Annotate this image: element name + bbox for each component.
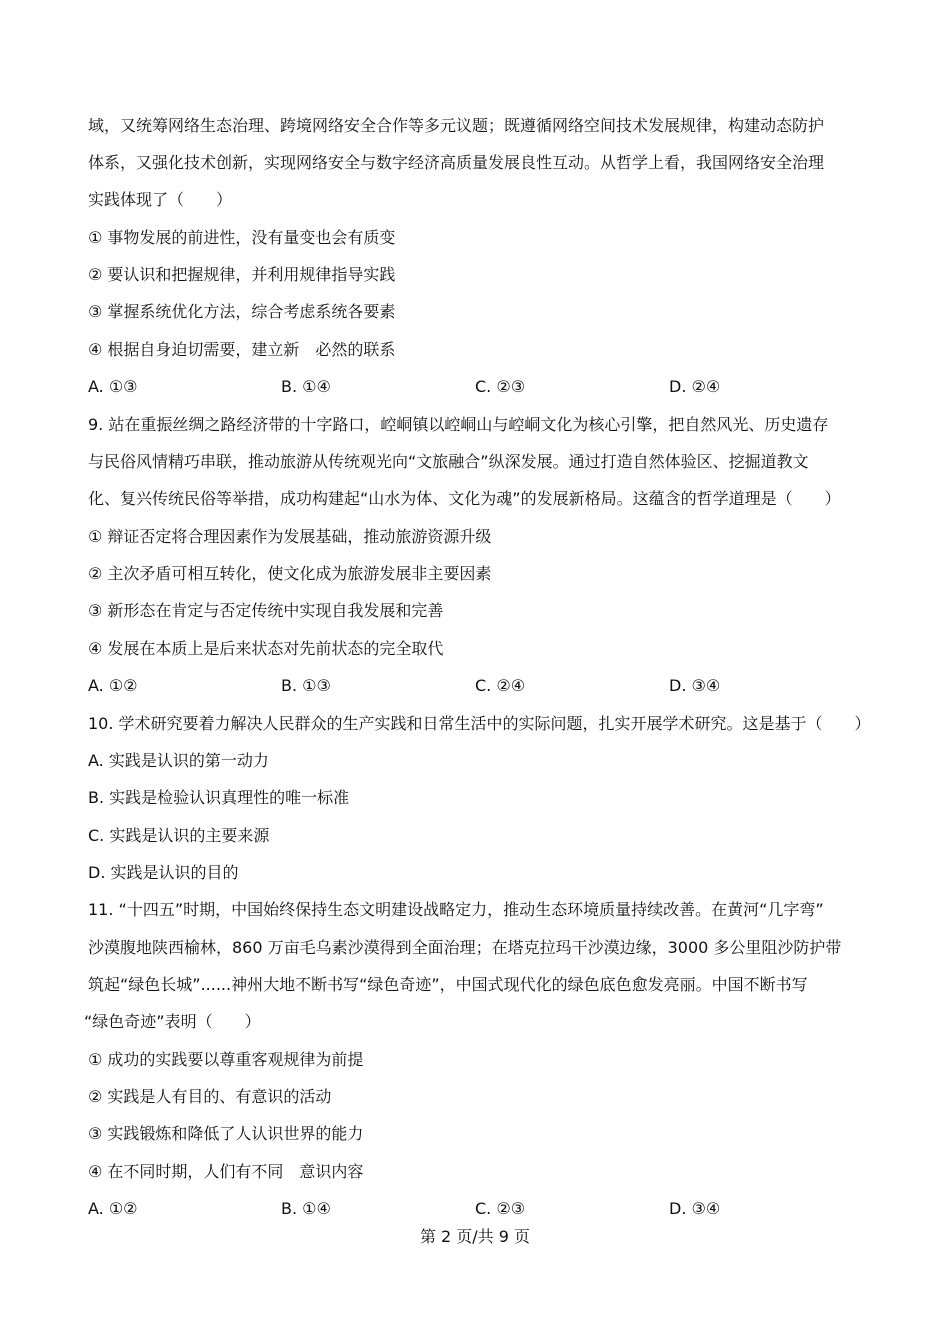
q11-option-a[interactable]: A. ①② [88,1199,138,1218]
q10-option-d[interactable]: D. 实践是认识的目的 [88,863,239,882]
q11-stem-line: 11. “十四五”时期，中国始终保持生态文明建设战略定力，推动生态环境质量持续改善。在黄河“几字弯” [88,900,824,919]
q11-item-4: ④ 在不同时期，人们有不同 意识内容 [88,1162,364,1181]
q8-option-d[interactable]: D. ②④ [669,377,721,396]
q9-item-3: ③ 新形态在肯定与否定传统中实现自我发展和完善 [88,601,444,620]
q10-option-c[interactable]: C. 实践是认识的主要来源 [88,826,270,845]
q11-item-1: ① 成功的实践要以尊重客观规律为前提 [88,1050,364,1069]
q8-item-4: ④ 根据自身迫切需要，建立新 必然的联系 [88,340,396,359]
q9-option-b[interactable]: B. ①③ [281,676,331,695]
q9-option-c[interactable]: C. ②④ [475,676,526,695]
q8-option-b[interactable]: B. ①④ [281,377,331,396]
q11-item-2: ② 实践是人有目的、有意识的活动 [88,1087,332,1106]
q11-stem-line: “绿色奇迹”表明（ ） [84,1012,261,1031]
q11-stem-line: 沙漠腹地陕西榆林，860 万亩毛乌素沙漠得到全面治理；在塔克拉玛干沙漠边缘，3000 多公里阻沙防护带 [88,938,842,957]
q8-stem-line: 域，又统筹网络生态治理、跨境网络安全合作等多元议题；既遵循网络空间技术发展规律，构建动态防护 [88,116,825,135]
q10-stem-line: 10. 学术研究要着力解决人民群众的生产实践和日常生活中的实际问题，扎实开展学术研究。这是基于（ ） [88,714,871,733]
q10-option-b[interactable]: B. 实践是检验认识真理性的唯一标准 [88,788,350,807]
q8-option-c[interactable]: C. ②③ [475,377,526,396]
q9-stem-line: 化、复兴传统民俗等举措，成功构建起“山水为体、文化为魂”的发展新格局。这蕴含的哲学道理是（ ） [88,489,841,508]
q11-item-3: ③ 实践锻炼和降低了人认识世界的能力 [88,1124,364,1143]
q11-option-b[interactable]: B. ①④ [281,1199,331,1218]
q9-stem-line: 与民俗风情精巧串联，推动旅游从传统观光向“文旅融合”纵深发展。通过打造自然体验区、挖掘道教文 [88,452,809,471]
q11-option-c[interactable]: C. ②③ [475,1199,526,1218]
q8-item-3: ③ 掌握系统优化方法，综合考虑系统各要素 [88,302,396,321]
q11-stem-line: 筑起“绿色长城”......神州大地不断书写“绿色奇迹”，中国式现代化的绿色底色愈发亮丽。中国不断书写 [88,975,808,994]
q11-option-d[interactable]: D. ③④ [669,1199,721,1218]
q9-item-1: ① 辩证否定将合理因素作为发展基础，推动旅游资源升级 [88,527,492,546]
q9-option-a[interactable]: A. ①② [88,676,138,695]
q8-stem-line: 实践体现了（ ） [88,190,233,209]
q9-stem-line: 9. 站在重振丝绸之路经济带的十字路口，崆峒镇以崆峒山与崆峒文化为核心引擎，把自然风光、历史遗存 [88,415,829,434]
q9-item-4: ④ 发展在本质上是后来状态对先前状态的完全取代 [88,639,444,658]
page-number: 第 2 页/共 9 页 [419,1227,531,1246]
q9-option-d[interactable]: D. ③④ [669,676,721,695]
q8-item-2: ② 要认识和把握规律，并利用规律指导实践 [88,265,396,284]
q8-option-a[interactable]: A. ①③ [88,377,138,396]
q10-option-a[interactable]: A. 实践是认识的第一动力 [88,751,269,770]
q9-item-2: ② 主次矛盾可相互转化，使文化成为旅游发展非主要因素 [88,564,492,583]
q8-item-1: ① 事物发展的前进性，没有量变也会有质变 [88,228,396,247]
q8-stem-line: 体系，又强化技术创新，实现网络安全与数字经济高质量发展良性互动。从哲学上看，我国网络安全治理 [88,153,825,172]
